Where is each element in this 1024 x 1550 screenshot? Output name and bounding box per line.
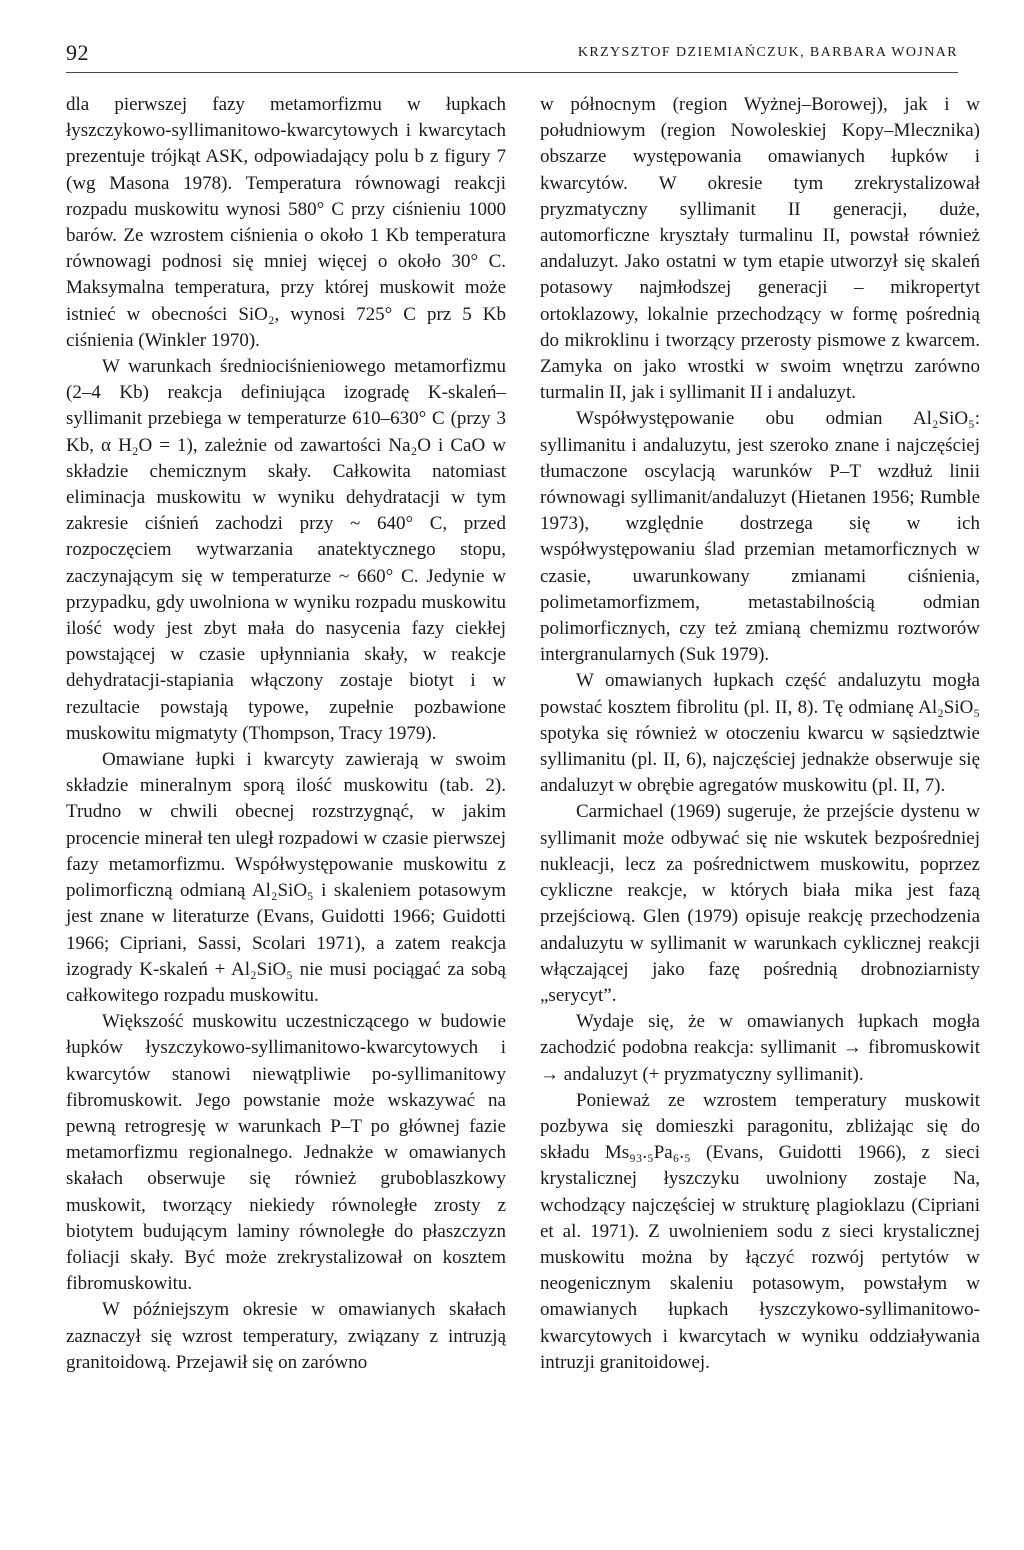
paragraph: Wydaje się, że w omawianych łupkach mogła zachodzić podobna reakcja: syllimanit → fibromuskowit → andaluzyt (+ pryzmatyczny syllimanit). [540,1011,980,1085]
paragraph: Carmichael (1969) sugeruje, że przejście dystenu w syllimanit może odbywać się nie wskutek bezpośredniej nukleacji, lecz za pośrednictwem muskowitu, poprzez cykliczne reakcje, w których biała mika jest fazą przejściową. Glen (1979) opisuje reakcję przechodzenia andaluzytu w syllimanit w warunkach cyklicznej reakcji włączającej jako fazę pośrednią drobnoziarnisty „serycyt”. [540,801,980,1006]
paragraph: W warunkach średniociśnieniowego metamorfizmu (2–4 Kb) reakcja definiująca izogradę K-skaleń–syllimanit przebiega w temperaturze 610–630° C (przy 3 Kb, α H₂O = 1), zależnie od zawartości Na₂O i CaO w składzie chemicznym skały. Całkowita natomiast eliminacja muskowitu w wyniku dehydratacji w tym zakresie ciśnień zachodzi przy ~ 640° C, przed rozpoczęciem wytwarzania anatektycznego stopu, zaczynającym się w temperaturze ~ 660° C. Jedynie w przypadku, gdy uwolniona w wyniku rozpadu muskowitu ilość wody jest zbyt mała do nasycenia fazy ciekłej powstającej w czasie upłynniania skały, w reakcje dehydratacji-stapiania włączony zostaje biotyt i w rezultacie powstają typowe, zupełnie pozbawione muskowitu migmatyty (Thompson, Tracy 1979). [66,356,506,744]
running-head: KRZYSZTOF DZIEMIAŃCZUK, BARBARA WOJNAR [577,45,958,60]
page-header [66,30,958,70]
paragraph: W omawianych łupkach część andaluzytu mogła powstać kosztem fibrolitu (pl. II, 8). Tę odmianę Al₂SiO₅ spotyka się również w otoczeniu kwarcu w sąsiedztwie syllimanitu (pl. II, 6), najczęściej jednakże obserwuje się andaluzyt w obrębie agregatów muskowitu (pl. II, 7). [540,670,980,797]
paragraph: w północnym (region Wyżnej–Borowej), jak i w południowym (region Nowoleskiej Kopy–Mlecznika) obszarze występowania omawianych łupków i kwarcytów. W okresie tym zrekrystalizował pryzmatyczny syllimanit II generacji, duże, automorficzne kryształy turmalinu II, powstał również andaluzyt. Jako ostatni w tym etapie utworzył się skaleń potasowy najmłodszej generacji – mikropertyt ortoklazowy, lokalnie przechodzący w formę pośrednią do mikroklinu i tworzący przerosty pismowe z kwarcem. Zamyka on jako wrostki w swoim wnętrzu zarówno turmalin II, jak i syllimanit II i andaluzyt. [540,94,980,404]
paragraph: Omawiane łupki i kwarcyty zawierają w swoim składzie mineralnym sporą ilość muskowitu (tab. 2). Trudno w chwili obecnej rozstrzygnąć, w jakim procencie minerał ten uległ rozpadowi w czasie pierwszej fazy metamorfizmu. Współwystępowanie muskowitu z polimorficzną odmianą Al₂SiO₅ i skaleniem potasowym jest znane w literaturze (Evans, Guidotti 1966; Guidotti 1966; Cipriani, Sassi, Scolari 1971), a zatem reakcja izogrady K-skaleń + Al₂SiO₅ nie musi pociągać za sobą całkowitego rozpadu muskowitu. [66,749,506,1006]
page-number: 92 [66,40,89,65]
left-column [66,92,506,1376]
right-column [540,92,980,1376]
paragraph: dla pierwszej fazy metamorfizmu w łupkach łyszczykowo-syllimanitowo-kwarcytowych i kwarcytach prezentuje trójkąt ASK, odpowiadający polu b z figury 7 (wg Masona 1978). Temperatura równowagi reakcji rozpadu muskowitu wynosi 580° C przy ciśnieniu 1000 barów. Ze wzrostem ciśnienia o około 1 Kb temperatura równowagi podnosi się mniej więcej o około 30° C. Maksymalna temperatura, przy której muskowit może istnieć w obecności SiO₂, wynosi 725° C prz 5 Kb ciśnienia (Winkler 1970). [66,94,506,351]
paragraph: Większość muskowitu uczestniczącego w budowie łupków łyszczykowo-syllimanitowo-kwarcytowych i kwarcytów stanowi niewątpliwie po-syllimanitowy fibromuskowit. Jego powstanie może wskazywać na pewną retrogresję w warunkach P–T po głównej fazie metamorfizmu regionalnego. Jednakże w omawianych skałach obserwuje się również gruboblaszkowy muskowit, tworzący niekiedy równoległe zrosty z biotytem budującym laminy równoległe do płaszczyzn foliacji skały. Być może zrekrystalizował on kosztem fibromuskowitu. [66,1011,506,1295]
header-rule [66,72,958,73]
paragraph: Ponieważ ze wzrostem temperatury muskowit pozbywa się domieszki paragonitu, zbliżając się do składu Ms₉₃.₅Pa₆.₅ (Evans, Guidotti 1966), z sieci krystalicznej łyszczyku uwolniony zostaje Na, wchodzący najczęściej w strukturę plagioklazu (Cipriani et al. 1971). Z uwolnieniem sodu z sieci krystalicznej muskowitu można by łączyć rozwój pertytów w neogenicznym skaleniu potasowym, powstałym w omawianych łupkach łyszczykowo-syllimanitowo-kwarcytowych i kwarcytach w wyniku oddziaływania intruzji granitoidowej. [540,1089,980,1373]
paragraph: W późniejszym okresie w omawianych skałach zaznaczył się wzrost temperatury, związany z intruzją granitoidową. Przejawił się on zarówno [66,1299,506,1373]
paragraph: Współwystępowanie obu odmian Al₂SiO₅: syllimanitu i andaluzytu, jest szeroko znane i najczęściej tłumaczone oscylacją warunków P–T wzdłuż linii równowagi syllimanit/andaluzyt (Hietanen 1956; Rumble 1973), względnie dostrzega się w ich współwystępowaniu ślad przemian metamorficznych w czasie, uwarunkowany zmianami ciśnienia, polimetamorfizmem, metastabilnością odmian polimorficznych, czy też zmianą chemizmu roztworów intergranularnych (Suk 1979). [540,408,980,666]
